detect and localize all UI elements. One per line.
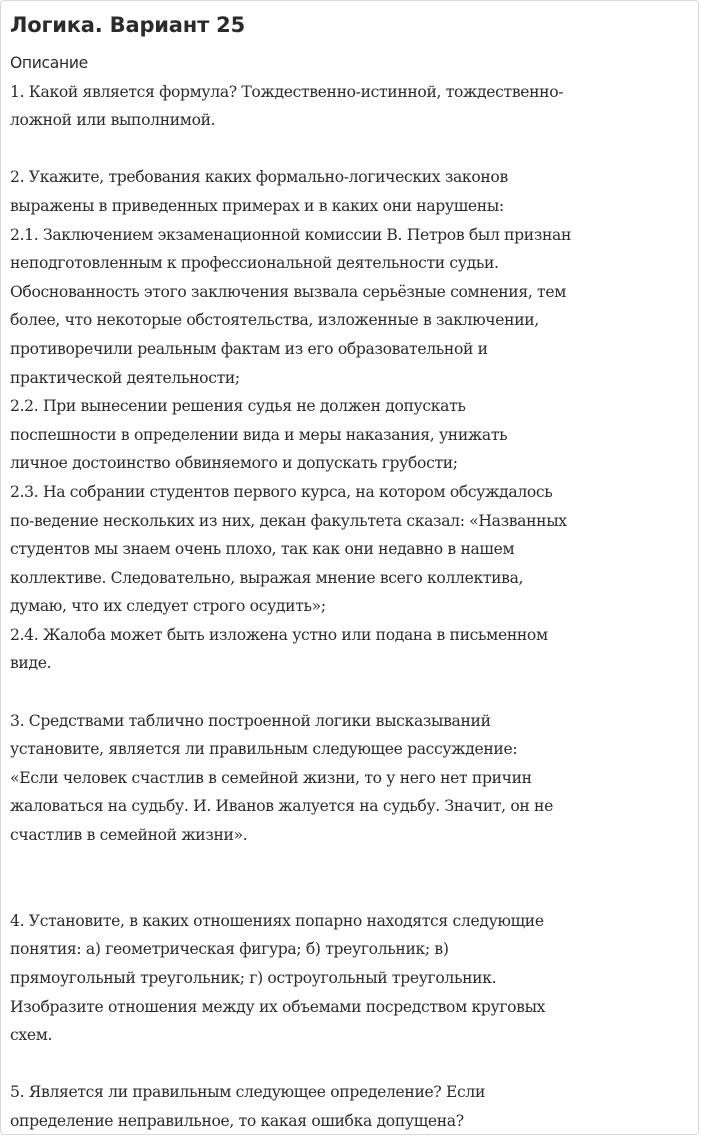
q1-line-2: ложной или выполнимой.: [10, 111, 216, 130]
q3-line-4: жаловаться на судьбу. И. Иванов жалуется на судьбу. Значит, он не: [10, 797, 553, 816]
q1-line-1: 1. Какой является формула? Тождественно-истинной, тождественно-: [10, 82, 564, 101]
document-body: [10, 49, 694, 1135]
q4-line-5: схем.: [10, 1026, 53, 1045]
q2-4-line-2: виде.: [10, 654, 52, 673]
q2-3-line-2: по-ведение нескольких из них, декан факультета сказал: «Названных: [10, 511, 567, 530]
q5-line-1: 5. Является ли правильным следующее определение? Если: [10, 1083, 486, 1102]
spacer: [10, 135, 694, 164]
q2-3-line-1: 2.3. На собрании студентов первого курса, на котором обсуждалось: [10, 482, 553, 501]
q3-line-2: установите, является ли правильным следующее рассуждение:: [10, 740, 518, 759]
q2-3-line-4: коллективе. Следовательно, выражая мнение всего коллектива,: [10, 568, 524, 587]
q2-4-line-1: 2.4. Жалоба может быть изложена устно или подана в письменном: [10, 625, 548, 644]
q3-line-3: «Если человек счастлив в семейной жизни, то у него нет причин: [10, 768, 532, 787]
description-label: Описание: [10, 54, 88, 72]
spacer: [10, 1050, 694, 1079]
q3-line-5: счастлив в семейной жизни».: [10, 826, 248, 845]
q3-line-1: 3. Средствами таблично построенной логики высказываний: [10, 711, 491, 730]
q2-1-line-6: практической деятельности;: [10, 368, 240, 387]
q2-3-line-5: думаю, что их следует строго осудить»;: [10, 597, 326, 616]
q2-1-line-3: Обоснованность этого заключения вызвала серьёзные сомнения, тем: [10, 282, 566, 301]
q2-1-line-1: 2.1. Заключением экзаменационной комиссии В. Петров был признан: [10, 225, 572, 244]
page-title: Логика. Вариант 25: [10, 13, 245, 37]
q2-intro-line-1: 2. Укажите, требования каких формально-логических законов: [10, 168, 508, 187]
q2-2-line-2: поспешности в определении вида и меры наказания, унижать: [10, 425, 508, 444]
q2-2-line-1: 2.2. При вынесении решения судья не должен допускать: [10, 397, 466, 416]
spacer: [10, 850, 694, 907]
q4-line-2: понятия: а) геометрическая фигура; б) треугольник; в): [10, 940, 449, 959]
q2-1-line-4: более, что некоторые обстоятельства, изложенные в заключении,: [10, 311, 539, 330]
q2-3-line-3: студентов мы знаем очень плохо, так как они недавно в нашем: [10, 540, 515, 559]
q4-line-4: Изобразите отношения между их объемами посредством круговых: [10, 997, 546, 1016]
q4-line-3: прямоугольный треугольник; г) остроугольный треугольник.: [10, 969, 497, 987]
q4-line-1: 4. Установите, в каких отношениях попарно находятся следующие: [10, 911, 544, 930]
spacer: [10, 678, 694, 707]
q2-2-line-3: личное достоинство обвиняемого и допускать грубости;: [10, 454, 458, 473]
q2-intro-line-2: выражены в приведенных примерах и в каких они нарушены:: [10, 196, 504, 215]
q2-1-line-5: противоречили реальным фактам из его образовательной и: [10, 339, 488, 358]
q2-1-line-2: неподготовленным к профессиональной деятельности судьи.: [10, 254, 499, 273]
q5-line-2: определение неправильное, то какая ошибка допущена?: [10, 1111, 464, 1130]
